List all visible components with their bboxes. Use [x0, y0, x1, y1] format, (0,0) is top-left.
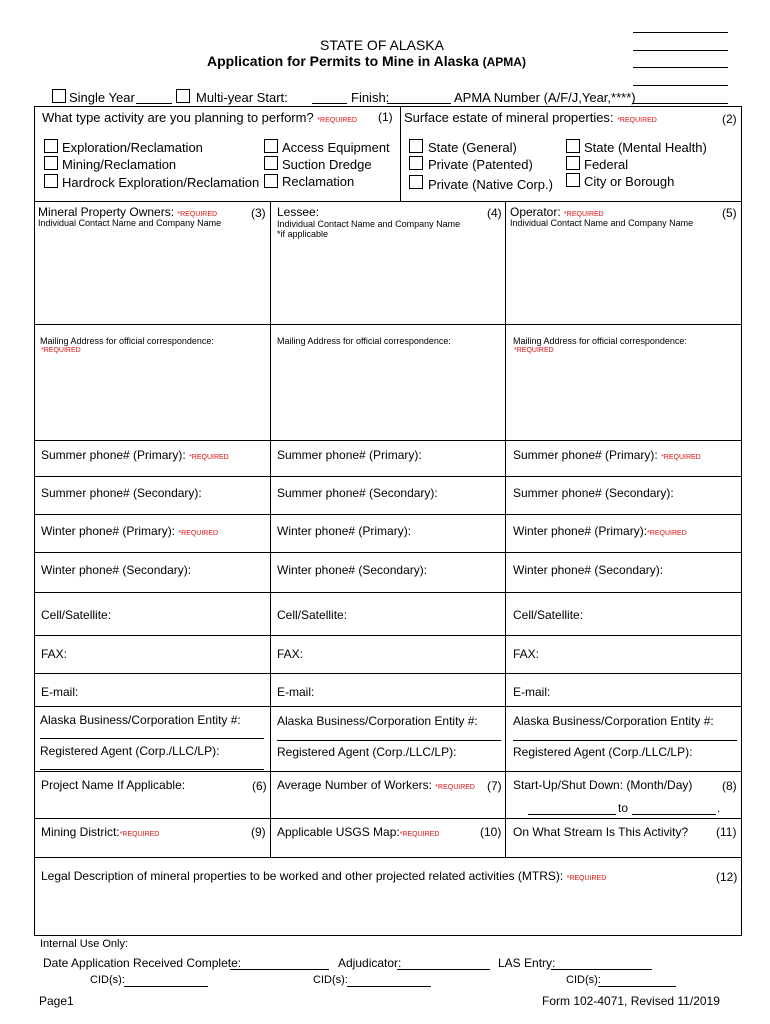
multi-year-start-line[interactable]: [312, 103, 347, 104]
apma-number-label: APMA Number (A/F/J,Year,****): [454, 90, 636, 105]
required-mark: *REQUIRED: [566, 875, 607, 882]
project-name-field[interactable]: [36, 796, 268, 816]
row-line-mailing: [34, 324, 742, 325]
row-line-summer2: [34, 476, 742, 477]
lessee-cell[interactable]: Cell/Satellite:: [277, 608, 348, 622]
operator-summer-secondary[interactable]: Summer phone# (Secondary):: [513, 486, 674, 500]
las-entry-line[interactable]: [551, 969, 652, 970]
owners-winter-primary[interactable]: [41, 524, 218, 541]
cid-label-3: CID(s):: [566, 974, 601, 986]
office-line-4[interactable]: [633, 85, 728, 86]
owners-name-field[interactable]: [36, 232, 268, 322]
cid-label-2: CID(s):: [313, 974, 348, 986]
section2-number: (2): [722, 112, 737, 126]
finish-label: Finish:: [351, 90, 390, 105]
lessee-name-field[interactable]: [272, 242, 503, 322]
mining-district-text: Mining District:: [41, 825, 120, 839]
required-mark: *REQUIRED: [647, 530, 687, 537]
operator-mailing-required: *REQUIRED: [514, 347, 554, 354]
required-mark: *REQUIRED: [435, 784, 475, 791]
operator-winter-primary-label: Winter phone# (Primary):: [513, 524, 648, 538]
option-suction-dredge: Suction Dredge: [282, 157, 372, 172]
single-year-checkbox[interactable]: [52, 89, 66, 103]
owners-mailing-required: *REQUIRED: [41, 347, 81, 354]
option-private-patented: Private (Patented): [428, 157, 533, 172]
owners-agent-line[interactable]: [40, 769, 264, 770]
page-number: Page1: [39, 994, 74, 1008]
operator-name-field[interactable]: [507, 232, 739, 322]
divider-1-2: [400, 106, 401, 201]
operator-winter-secondary[interactable]: Winter phone# (Secondary):: [513, 563, 664, 577]
option-city-borough: City or Borough: [584, 174, 675, 189]
date-received-line[interactable]: [230, 969, 329, 970]
section9-number: (9): [251, 825, 266, 839]
adjudicator-line[interactable]: [397, 969, 490, 970]
multi-year-checkbox[interactable]: [176, 89, 190, 103]
owners-cell[interactable]: Cell/Satellite:: [41, 608, 112, 622]
hardrock-checkbox[interactable]: [44, 174, 58, 188]
access-equipment-checkbox[interactable]: [264, 139, 278, 153]
section2-question-text: Surface estate of mineral properties:: [404, 110, 614, 125]
owners-email[interactable]: E-mail:: [41, 685, 79, 699]
owners-number: (3): [251, 206, 266, 220]
startup-label: Start-Up/Shut Down: (Month/Day): [513, 778, 693, 792]
avg-workers-label: [277, 778, 475, 795]
finish-line[interactable]: [387, 103, 451, 104]
owners-mailing-field[interactable]: [36, 360, 268, 438]
operator-summer-primary-label: Summer phone# (Primary):: [513, 448, 658, 462]
shutdown-date-line[interactable]: [632, 814, 716, 815]
single-year-line[interactable]: [136, 103, 172, 104]
adjudicator-label: Adjudicator:: [338, 956, 402, 970]
startup-period: .: [717, 801, 721, 815]
frame-right: [741, 106, 742, 936]
frame-left: [34, 106, 35, 936]
avg-workers-text: Average Number of Workers:: [277, 778, 432, 792]
option-private-native: Private (Native Corp.): [428, 177, 553, 192]
reclamation-checkbox[interactable]: [264, 174, 278, 188]
stream-field[interactable]: [507, 840, 739, 855]
las-entry-label: LAS Entry:: [498, 956, 556, 970]
cid-line-1[interactable]: [124, 986, 208, 987]
lessee-sub2: *if applicable: [277, 229, 329, 239]
owners-mailing-label: Mailing Address for official correspondence:: [40, 336, 214, 346]
state-mental-health-checkbox[interactable]: [566, 139, 580, 153]
option-reclamation: Reclamation: [282, 174, 355, 189]
private-native-checkbox[interactable]: [409, 175, 423, 189]
operator-title-text: Operator:: [510, 205, 561, 219]
row-line-winter1: [34, 514, 742, 515]
office-line-1[interactable]: [633, 32, 728, 33]
option-exploration: Exploration/Reclamation: [62, 140, 203, 155]
form-number: Form 102-4071, Revised 11/2019: [542, 994, 720, 1008]
operator-cell[interactable]: Cell/Satellite:: [513, 608, 584, 622]
option-hardrock: Hardrock Exploration/Reclamation: [62, 175, 260, 190]
lessee-entity-line[interactable]: [277, 740, 501, 741]
form-title-text: Application for Permits to Mine in Alaska: [207, 53, 479, 69]
operator-summer-primary[interactable]: [513, 448, 701, 465]
operator-sub: Individual Contact Name and Company Name: [510, 218, 694, 228]
required-mark: *REQUIRED: [119, 831, 160, 838]
owners-sub: Individual Contact Name and Company Name: [38, 218, 222, 228]
office-line-3[interactable]: [633, 67, 728, 68]
owners-title-text: Mineral Property Owners:: [38, 205, 175, 219]
cid-line-3[interactable]: [598, 986, 676, 987]
required-mark: *REQUIRED: [661, 454, 701, 461]
form-title: [207, 53, 526, 69]
single-year-label: Single Year: [69, 90, 135, 105]
lessee-winter-primary[interactable]: Winter phone# (Primary):: [277, 524, 412, 538]
row-line-district: [34, 818, 742, 819]
row-line-entity: [34, 706, 742, 707]
section7-number: (7): [487, 779, 502, 793]
owners-entity-line[interactable]: [40, 738, 264, 739]
mining-district-field[interactable]: [36, 840, 268, 855]
city-borough-checkbox[interactable]: [566, 173, 580, 187]
col-divider-1: [270, 201, 271, 857]
operator-agent[interactable]: Registered Agent (Corp./LLC/LP):: [513, 745, 693, 759]
section2-question: [404, 110, 657, 128]
owners-summer-secondary[interactable]: Summer phone# (Secondary):: [41, 486, 202, 500]
owners-summer-primary[interactable]: [41, 448, 229, 465]
option-state-mental-health: State (Mental Health): [584, 140, 707, 155]
cid-line-2[interactable]: [347, 986, 431, 987]
row-line-internal: [34, 935, 742, 936]
section8-number: (8): [722, 779, 737, 793]
lessee-winter-secondary[interactable]: Winter phone# (Secondary):: [277, 563, 428, 577]
row-line-email: [34, 673, 742, 674]
required-mark: *REQUIRED: [317, 117, 358, 124]
multi-year-label: Multi-year Start:: [196, 90, 288, 105]
row-line-legal: [34, 857, 742, 858]
section12-number: (12): [716, 870, 738, 884]
row-line-summer1: [34, 440, 742, 441]
exploration-checkbox[interactable]: [44, 139, 58, 153]
usgs-map-text: Applicable USGS Map:: [277, 825, 400, 839]
lessee-summer-secondary[interactable]: Summer phone# (Secondary):: [277, 486, 438, 500]
required-mark: *REQUIRED: [617, 117, 657, 124]
required-mark: *REQUIRED: [177, 211, 218, 218]
legal-description-label: [41, 869, 606, 886]
required-mark: *REQUIRED: [178, 530, 219, 537]
operator-fax[interactable]: FAX:: [513, 647, 540, 661]
owners-fax[interactable]: FAX:: [41, 647, 68, 661]
mining-checkbox[interactable]: [44, 156, 58, 170]
lessee-email[interactable]: E-mail:: [277, 685, 315, 699]
lessee-title: Lessee:: [277, 205, 320, 219]
lessee-fax[interactable]: FAX:: [277, 647, 304, 661]
operator-number: (5): [722, 206, 737, 220]
lessee-sub: Individual Contact Name and Company Name: [277, 219, 461, 229]
row-line-parties: [34, 201, 742, 202]
owners-agent[interactable]: Registered Agent (Corp./LLC/LP):: [40, 744, 220, 758]
section11-number: (11): [716, 825, 737, 839]
usgs-map-field[interactable]: [272, 840, 503, 855]
lessee-number: (4): [487, 206, 502, 220]
option-mining: Mining/Reclamation: [62, 157, 177, 172]
col-divider-2: [505, 201, 506, 857]
section10-number: (10): [480, 825, 502, 839]
section1-number: (1): [378, 110, 393, 124]
lessee-summer-primary[interactable]: Summer phone# (Primary):: [277, 448, 422, 462]
cid-label-1: CID(s):: [90, 974, 125, 986]
apma-number-line[interactable]: [632, 103, 728, 104]
option-access-equipment: Access Equipment: [282, 140, 390, 155]
row-line-winter2: [34, 552, 742, 553]
legal-description-text: Legal Description of mineral properties to be worked and other projected related activities (MTRS):: [41, 869, 564, 883]
date-received-label: Date Application Received Complete:: [43, 956, 242, 970]
frame-top: [34, 106, 742, 107]
operator-entity[interactable]: Alaska Business/Corporation Entity #:: [513, 714, 714, 728]
option-state-general: State (General): [428, 140, 517, 155]
lessee-entity[interactable]: Alaska Business/Corporation Entity #:: [277, 714, 478, 728]
stream-label: On What Stream Is This Activity?: [513, 825, 689, 839]
section1-question-text: What type activity are you planning to perform?: [42, 110, 314, 125]
project-name-label: Project Name If Applicable:: [41, 778, 186, 792]
operator-email[interactable]: E-mail:: [513, 685, 551, 699]
operator-winter-primary[interactable]: [513, 524, 687, 541]
form-title-abbr: (APMA): [482, 55, 526, 69]
section1-question: [42, 110, 357, 128]
section6-number: (6): [252, 779, 267, 793]
option-federal: Federal: [584, 157, 629, 172]
lessee-agent[interactable]: Registered Agent (Corp./LLC/LP):: [277, 745, 457, 759]
state-heading: STATE OF ALASKA: [320, 37, 444, 53]
owners-entity[interactable]: Alaska Business/Corporation Entity #:: [40, 713, 241, 727]
internal-use-title: Internal Use Only:: [40, 938, 129, 950]
required-mark: *REQUIRED: [189, 454, 229, 461]
office-line-2[interactable]: [633, 50, 728, 51]
required-mark: *REQUIRED: [399, 831, 440, 838]
startup-to: to: [618, 801, 629, 815]
owners-winter-primary-label: Winter phone# (Primary):: [41, 524, 176, 538]
legal-description-field[interactable]: [36, 886, 739, 932]
startup-date-line[interactable]: [528, 814, 616, 815]
state-general-checkbox[interactable]: [409, 139, 423, 153]
private-patented-checkbox[interactable]: [409, 156, 423, 170]
owners-summer-primary-label: Summer phone# (Primary):: [41, 448, 186, 462]
operator-mailing-label: Mailing Address for official correspondence:: [513, 336, 687, 346]
required-mark: *REQUIRED: [564, 211, 604, 218]
lessee-mailing-field[interactable]: [272, 360, 503, 438]
avg-workers-field[interactable]: [272, 796, 503, 816]
row-line-project: [34, 771, 742, 772]
operator-entity-line[interactable]: [513, 740, 737, 741]
lessee-mailing-label: Mailing Address for official correspondence:: [277, 336, 451, 346]
federal-checkbox[interactable]: [566, 156, 580, 170]
row-line-fax: [34, 635, 742, 636]
suction-dredge-checkbox[interactable]: [264, 156, 278, 170]
operator-mailing-field[interactable]: [507, 360, 739, 438]
owners-winter-secondary[interactable]: Winter phone# (Secondary):: [41, 563, 192, 577]
row-line-cell: [34, 592, 742, 593]
